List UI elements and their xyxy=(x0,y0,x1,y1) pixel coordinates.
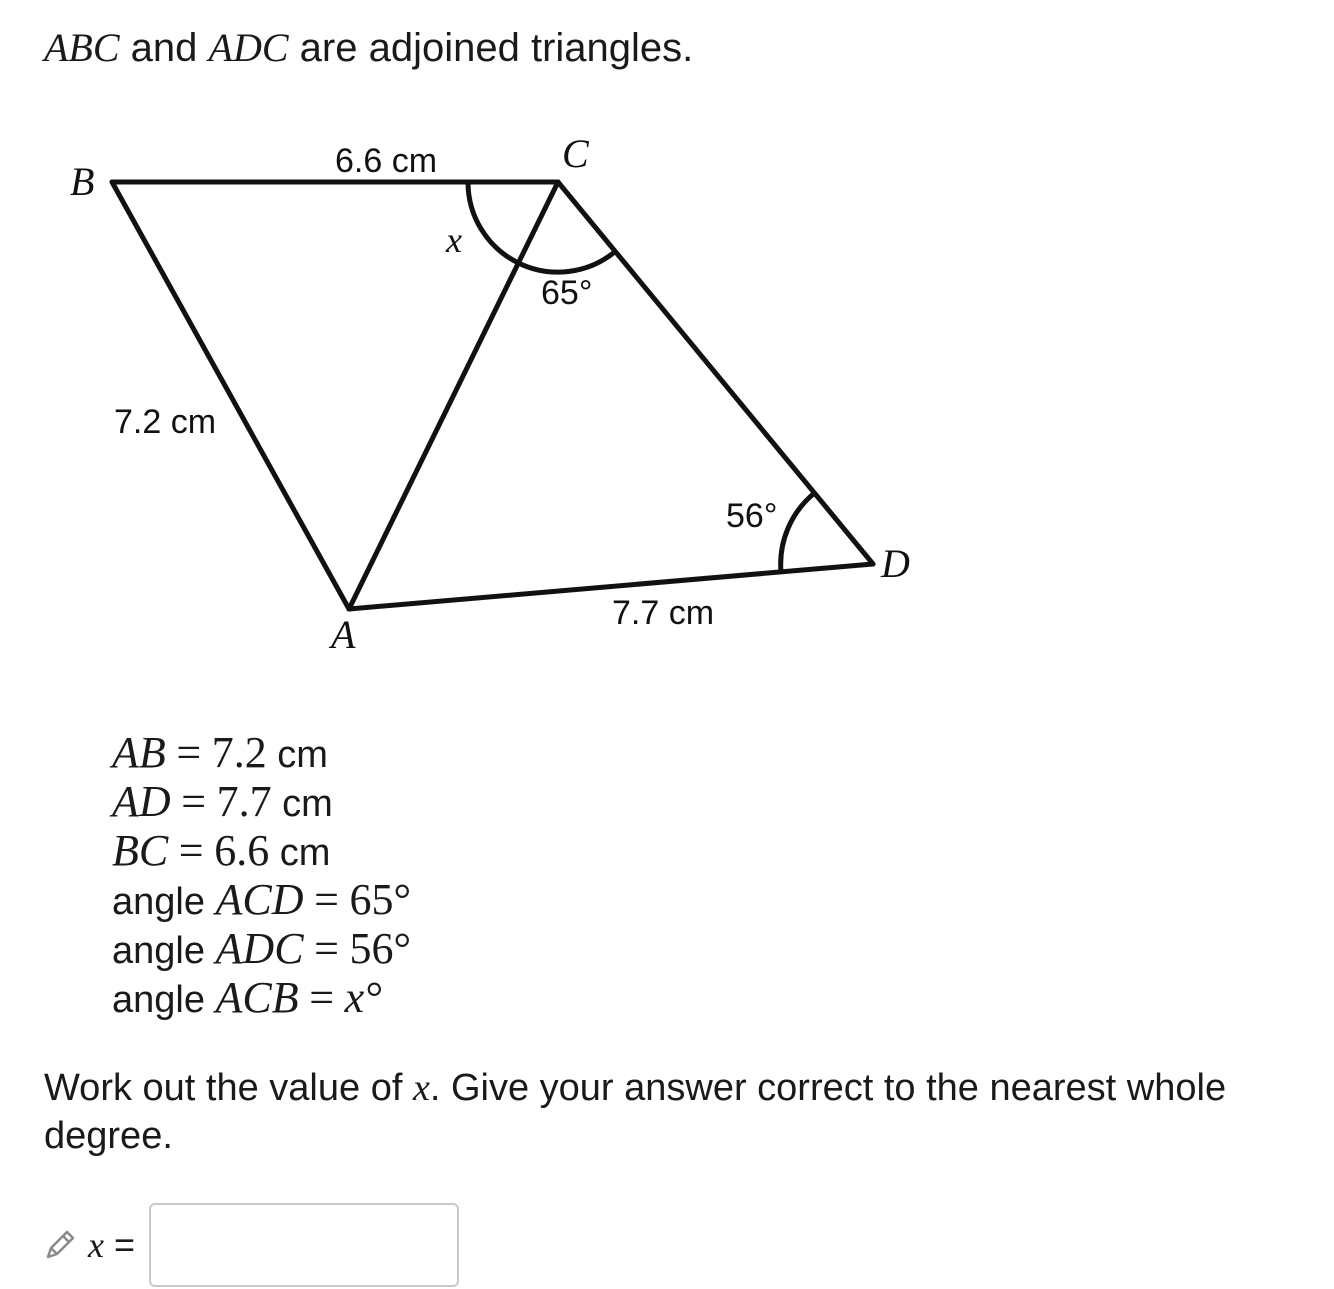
triangle-abc: ABC xyxy=(44,25,120,70)
given-values xyxy=(112,728,411,1022)
given-row xyxy=(112,728,411,777)
given-row xyxy=(112,924,411,973)
triangle-adc: ADC xyxy=(208,25,289,70)
given-equals: = xyxy=(176,728,202,777)
given-row xyxy=(112,875,411,924)
given-equals: = xyxy=(309,973,335,1022)
answer-input[interactable] xyxy=(149,1203,459,1287)
given-value: 6.6 xyxy=(214,826,270,875)
given-symbol: ACD xyxy=(215,875,304,924)
given-equals: = xyxy=(181,777,207,826)
side-label-ab: 7.2 cm xyxy=(114,403,217,441)
given-value: 7.2 xyxy=(211,728,267,777)
side-cd xyxy=(558,182,873,564)
given-unit: cm xyxy=(269,832,331,874)
given-prefix: angle xyxy=(112,979,216,1021)
given-value: 7.7 xyxy=(216,777,272,826)
given-symbol: ACB xyxy=(215,973,299,1022)
vertex-label-a: A xyxy=(331,612,356,657)
intro-rest: are adjoined triangles. xyxy=(299,26,694,70)
pencil-icon xyxy=(42,1227,78,1263)
given-row xyxy=(112,973,411,1022)
given-symbol: AD xyxy=(112,777,171,826)
vertex-label-c: C xyxy=(562,131,589,176)
angle-arc-adc xyxy=(781,493,815,572)
given-row xyxy=(112,826,411,875)
answer-variable: x xyxy=(88,1225,104,1265)
given-prefix: angle xyxy=(112,881,216,923)
vertex-label-b: B xyxy=(70,159,95,204)
question-text xyxy=(44,1064,1314,1160)
given-value: x° xyxy=(344,973,382,1022)
vertex-label-d: D xyxy=(881,541,910,586)
side-label-ad: 7.7 cm xyxy=(612,594,715,632)
angle-label-acb: x xyxy=(446,220,462,260)
angle-label-acd: 65° xyxy=(541,274,593,312)
answer-row xyxy=(42,1203,459,1287)
side-ba xyxy=(112,182,349,609)
given-value: 65° xyxy=(349,875,412,924)
given-symbol: BC xyxy=(112,826,169,875)
given-value: 56° xyxy=(349,924,412,973)
angle-label-adc: 56° xyxy=(726,497,778,535)
side-label-bc: 6.6 cm xyxy=(335,142,438,180)
question-after: . Give your answer correct to the nearest whole degree. xyxy=(44,1067,1227,1157)
given-row xyxy=(112,777,411,826)
question-before: Work out the value of xyxy=(44,1067,413,1109)
given-prefix: angle xyxy=(112,930,216,972)
given-unit: cm xyxy=(266,734,328,776)
intro-and: and xyxy=(130,26,198,70)
answer-label xyxy=(88,1224,135,1266)
given-equals: = xyxy=(178,826,204,875)
given-equals: = xyxy=(314,875,339,924)
given-symbol: AB xyxy=(112,728,166,777)
given-unit: cm xyxy=(271,783,333,825)
angle-arc-acb xyxy=(468,182,518,263)
question-variable: x xyxy=(412,1067,430,1109)
angle-arc-acd xyxy=(518,251,615,272)
side-ad xyxy=(349,564,873,609)
given-equals: = xyxy=(314,924,339,973)
answer-equals: = xyxy=(114,1224,136,1265)
given-symbol: ADC xyxy=(215,924,304,973)
